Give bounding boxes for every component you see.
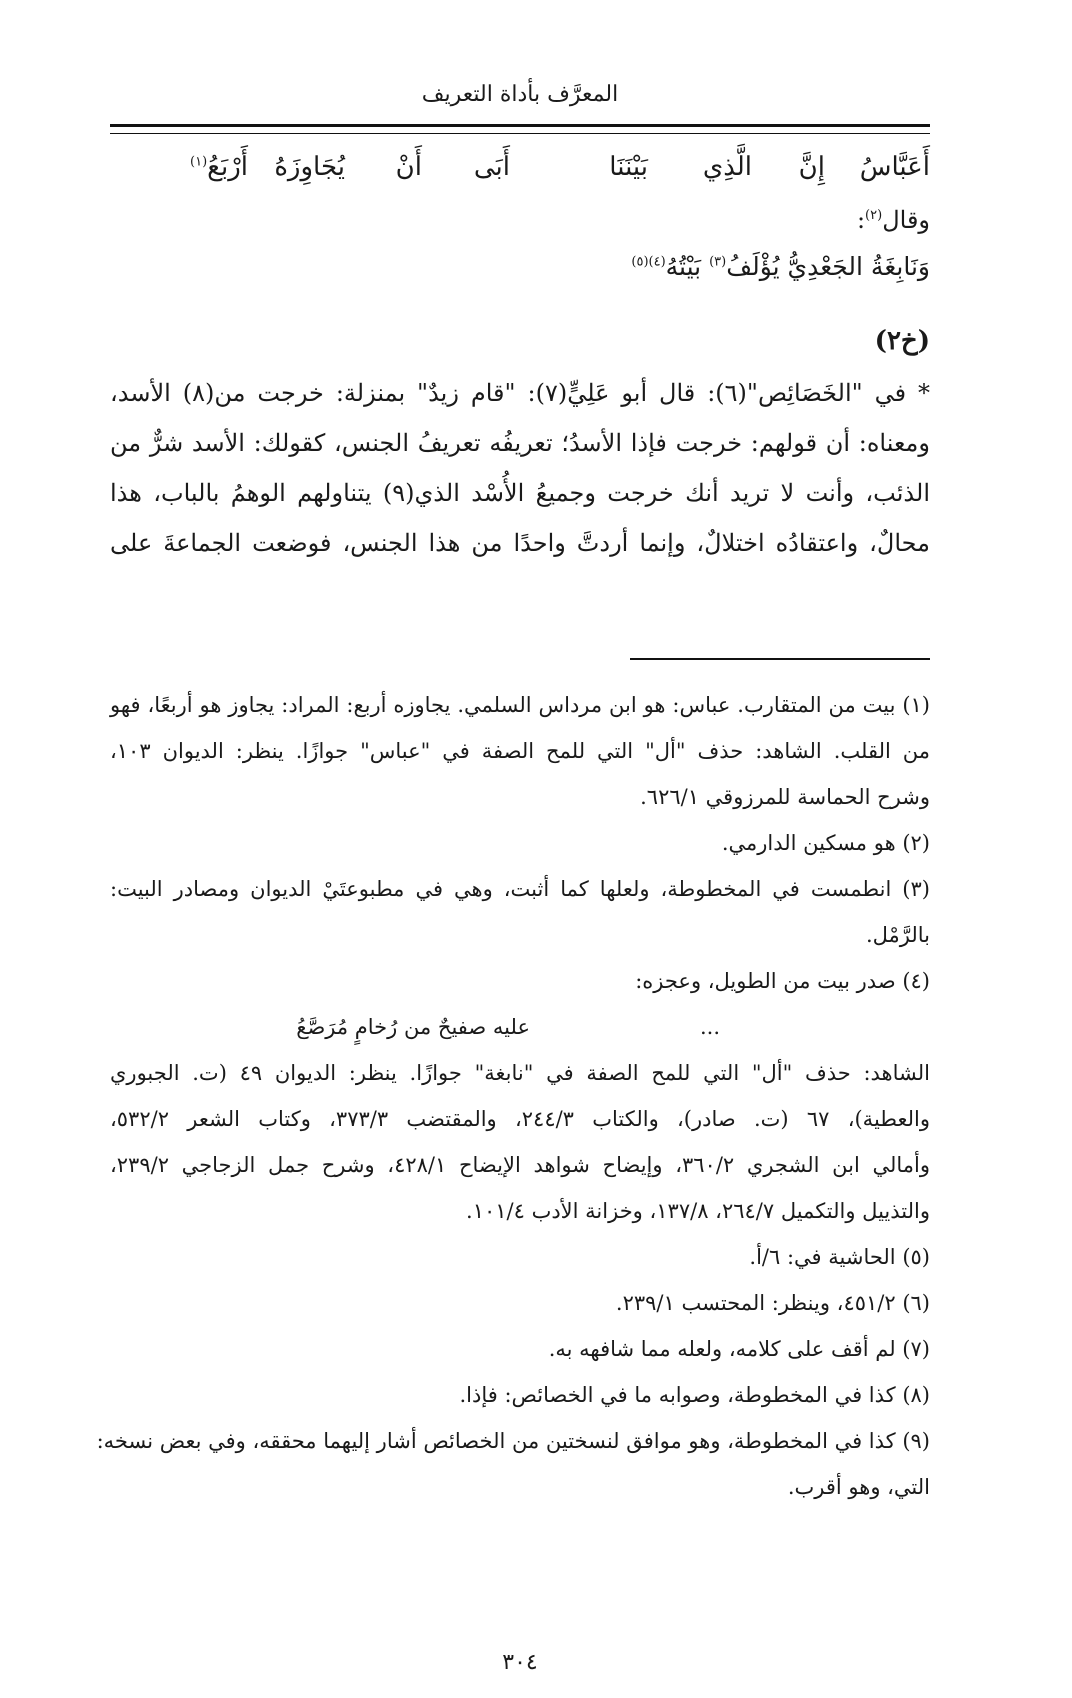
footnote-4-line: والعطية)، ٦٧ (ت. صادر)، والكتاب ٢٤٤/٣، والمقتضب ٣٧٣/٣، وكتاب الشعر ٥٣٢/٢، [110,1107,931,1131]
footnote-4-intro: (٤) صدر بيت من الطويل، وعجزه: [635,969,930,993]
footnote-1-line: من القلب. الشاهد: حذف "أل" التي للمح الصفة في "عباس" جوازًا. ينظر: الديوان ١٠٣، [110,739,930,763]
footnote-separator [630,658,930,660]
verse-word [190,152,248,182]
intro-colon: : [856,206,866,234]
verse2-part2: بَيْتُهُ [665,252,710,281]
footnote-8: (٨) كذا في المخطوطة، وصوابه ما في الخصائص: فإذا. [459,1383,930,1407]
page-number: ٣٠٤ [502,1650,538,1675]
paragraph-line: * في "الخَصَائِص"(٦): قال أبو عَلِيٍّ(٧): "قام زيدٌ" بمنزلة: خرجت من(٨) الأسد، [110,379,930,407]
paragraph-line: محالٌ، واعتقادُه اختلالٌ، وإنما أردتَّ واحدًا من هذا الجنس، فوضعت الجماعةَ على [110,529,930,557]
intro-text: وقال [882,206,930,234]
header-rule-thin [110,133,930,134]
verse-word: إِنَّ [798,152,825,182]
footnote-5: (٥) الحاشية في: ٦/أ. [749,1245,930,1269]
footnotes [96,682,931,1510]
footnote-7: (٧) لم أقف على كلامه، ولعله مما شافهه به. [548,1337,930,1361]
footnote-9-line: التي، وهو أقرب. [787,1475,930,1499]
footnote-3-line: (٣) انطمست في المخطوطة، ولعلها كما أثبت، وهي في مطبوعتَيْ الديوان ومصادر البيت: [110,877,930,901]
footnote-4-verse [110,1004,930,1050]
main-paragraph [110,368,930,568]
footnote-6: (٦) ٤٥١/٢، وينظر: المحتسب ٢٣٩/١. [615,1291,930,1315]
paragraph-line: الذئب، وأنت لا تريد أنك خرجت وجميعُ الأُسْد الذي(٩) يتناولهم الوهمُ بالباب، هذا [110,479,930,507]
footnote-ref: (٤)(٥) [631,254,666,270]
verse-word: يُجَاوِزَهُ [274,152,345,182]
book-page [96,0,931,1698]
footnote-ref: (٢) [865,208,883,223]
verse-word: بَيْنَنَا [609,152,648,182]
footnote-4-line: الشاهد: حذف "أل" التي للمح الصفة في "نابغة" جوازًا. ينظر: الديوان ٤٩ (ت. الجبوري [110,1061,931,1085]
verse-hemistich: عليه صفيحٌ من رُخامٍ مُرَصَّعُ [296,1015,530,1039]
running-header: المعرَّف بأداة التعريف [421,82,619,107]
footnote-ref: (١) [190,154,208,170]
intro-line-2 [110,206,930,234]
footnote-4-line: وأمالي ابن الشجري ٣٦٠/٢، وإيضاح شواهد الإيضاح ٤٢٨/١، وشرح جمل الزجاجي ٢٣٩/٢، [110,1153,930,1177]
footnote-2: (٢) هو مسكين الدارمي. [721,831,930,855]
footnote-ref: (٣) [709,254,727,270]
paragraph-line: ومعناه: أن قولهم: خرجت فإذا الأسدُ؛ تعريفُه تعريفُ الجنس، كقولك: الأسد شرٌّ من [110,429,930,457]
verse-word-last: أَرْبَعُ [207,152,248,182]
verse-word: أَنْ [395,152,422,182]
verse-word: الَّذِي [702,152,752,182]
verse-line-2 [110,252,930,281]
verse2-part1: وَنَابِغَةُ الجَعْدِيُّ يُؤْلَفُ [726,252,930,281]
footnote-1-line: (١) بيت من المتقارب. عباس: هو ابن مرداس السلمي. يجاوزه أربع: المراد: يجاوز هو أربعًا، فهو [110,693,930,717]
verse-line-1 [110,152,930,192]
footnote-9-line: (٩) كذا في المخطوطة، وهو موافق لنسختين من الخصائص أشار إليهما محققه، وفي بعض نسخه: [96,1429,930,1453]
verse-word: أَبَى [473,152,510,182]
verse-ellipsis: ... [699,1015,720,1039]
footnote-4-line: والتذييل والتكميل ٢٦٤/٧، ١٣٧/٨، وخزانة الأدب ١٠١/٤. [466,1199,930,1223]
section-marker: (خ٢) [874,326,930,356]
footnote-3-line: بالرَّمْل. [865,923,930,947]
footnote-1-line: وشرح الحماسة للمرزوقي ٦٢٦/١. [640,785,930,809]
header-rule-thick [110,124,930,127]
verse-word: أَعَبَّاسُ [859,152,930,182]
